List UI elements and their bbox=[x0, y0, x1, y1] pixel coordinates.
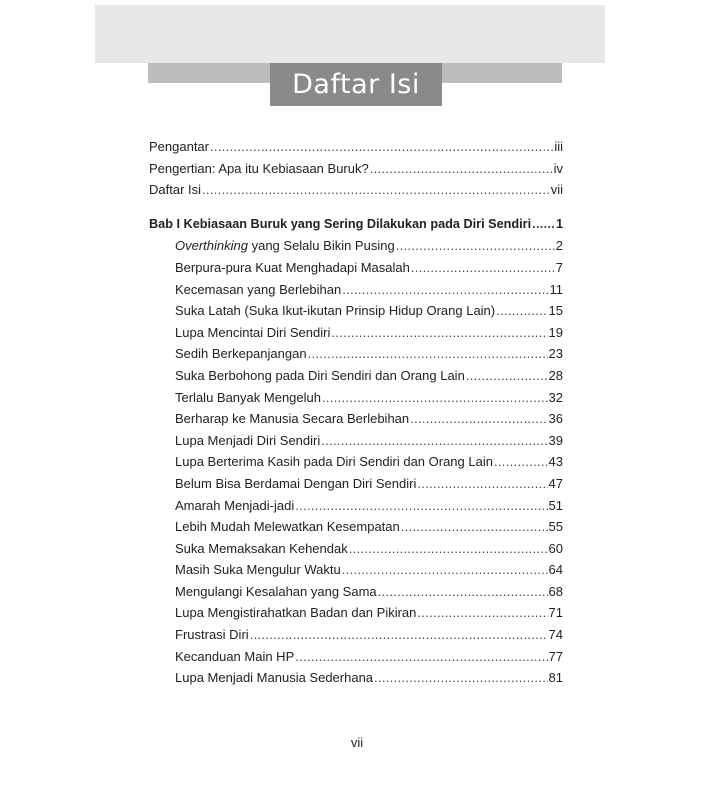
toc-entry-label: Terlalu Banyak Mengeluh bbox=[175, 389, 321, 405]
toc-entry-pengertian[interactable] bbox=[149, 158, 563, 180]
toc-entry-label: Suka Berbohong pada Diri Sendiri dan Orang Lain bbox=[175, 367, 465, 383]
toc-entry-label: Pengantar bbox=[149, 139, 209, 154]
page-number: vii bbox=[350, 735, 364, 750]
toc-entry-label: Berharap ke Manusia Secara Berlebihan bbox=[175, 411, 410, 427]
dot-leader bbox=[331, 322, 547, 344]
toc-entry[interactable] bbox=[149, 624, 563, 646]
toc-entry[interactable] bbox=[149, 451, 563, 473]
dot-leader bbox=[466, 365, 548, 387]
toc-entry[interactable] bbox=[149, 495, 563, 517]
toc-entry[interactable] bbox=[149, 646, 563, 668]
toc-entry[interactable] bbox=[149, 602, 563, 624]
dot-leader bbox=[349, 538, 548, 560]
toc-entry-page: 43 bbox=[548, 454, 563, 470]
toc-entry-label: Berpura-pura Kuat Menghadapi Masalah bbox=[175, 259, 410, 275]
dot-leader bbox=[494, 451, 548, 473]
toc-entry-page: 74 bbox=[548, 627, 563, 643]
toc-entry-page: 71 bbox=[548, 605, 563, 621]
dot-leader bbox=[532, 214, 555, 236]
toc-entry-page: 36 bbox=[548, 411, 563, 427]
toc-entry-label: Sedih Berkepanjangan bbox=[175, 346, 307, 362]
toc-entry-label: Kecanduan Main HP bbox=[175, 648, 295, 664]
toc-entry-daftar-isi[interactable] bbox=[149, 179, 563, 201]
toc-entry[interactable] bbox=[149, 322, 563, 344]
toc-entry-label-italic: Overthinking bbox=[175, 238, 248, 254]
dot-leader bbox=[411, 257, 555, 279]
toc-entry-label: Lupa Menjadi Diri Sendiri bbox=[175, 432, 321, 448]
toc-entry-page: 64 bbox=[548, 562, 563, 578]
dot-leader bbox=[401, 516, 548, 538]
toc-entry-page: 32 bbox=[548, 389, 563, 405]
toc-entry[interactable] bbox=[149, 387, 563, 409]
toc-entry[interactable] bbox=[149, 538, 563, 560]
toc-entry-pengantar[interactable] bbox=[149, 136, 563, 158]
toc-entry-label: Lupa Menjadi Manusia Sederhana bbox=[175, 670, 374, 686]
toc-entry-page: 55 bbox=[548, 519, 563, 535]
toc-entry-page: 39 bbox=[548, 432, 563, 448]
toc-entry[interactable] bbox=[149, 257, 563, 279]
dot-leader bbox=[396, 235, 555, 257]
top-header-band bbox=[95, 5, 605, 63]
toc-chapter-1[interactable] bbox=[149, 214, 563, 236]
dot-leader bbox=[410, 408, 547, 430]
dot-leader bbox=[295, 495, 547, 517]
dot-leader bbox=[308, 343, 548, 365]
toc-entry-label: Masih Suka Mengulur Waktu bbox=[175, 562, 341, 578]
toc-entry-page: 77 bbox=[548, 648, 563, 664]
toc-entry-page: 51 bbox=[548, 497, 563, 513]
toc-entry[interactable] bbox=[149, 516, 563, 538]
toc-entry[interactable] bbox=[149, 300, 563, 322]
toc-entry-label: Lupa Mencintai Diri Sendiri bbox=[175, 324, 331, 340]
dot-leader bbox=[370, 158, 553, 180]
toc-entry-page: 81 bbox=[548, 670, 563, 686]
dot-leader bbox=[417, 602, 547, 624]
toc-entry-label: Belum Bisa Berdamai Dengan Diri Sendiri bbox=[175, 475, 417, 491]
toc-entry-page: 68 bbox=[548, 583, 563, 599]
toc-entry-label-rest: yang Selalu Bikin Pusing bbox=[247, 238, 395, 254]
chapter-page: 1 bbox=[555, 216, 563, 231]
dot-leader bbox=[202, 179, 550, 201]
chapter-label: Bab I Kebiasaan Buruk yang Sering Dilakukan pada Diri Sendiri bbox=[149, 216, 532, 231]
toc-entry-label: Lebih Mudah Melewatkan Kesempatan bbox=[175, 519, 400, 535]
toc-entry-page: 23 bbox=[548, 346, 563, 362]
toc-entry-label: Suka Memaksakan Kehendak bbox=[175, 540, 348, 556]
toc-entry-page: vii bbox=[550, 182, 563, 198]
toc-entry-label: Amarah Menjadi-jadi bbox=[175, 497, 295, 513]
toc-entry-page: iii bbox=[554, 139, 563, 154]
toc-entry[interactable] bbox=[149, 235, 563, 257]
dot-leader bbox=[342, 559, 548, 581]
toc-entry-page: 28 bbox=[548, 367, 563, 383]
dot-leader bbox=[322, 387, 548, 409]
toc-entry[interactable] bbox=[149, 430, 563, 452]
toc-entry-page: 60 bbox=[548, 540, 563, 556]
table-of-contents bbox=[149, 136, 563, 689]
toc-entry-page: 47 bbox=[548, 475, 563, 491]
dot-leader bbox=[496, 300, 547, 322]
toc-entry-page: 19 bbox=[548, 324, 563, 340]
toc-entry-label: Pengertian: Apa itu Kebiasaan Buruk? bbox=[149, 160, 369, 176]
toc-entry-page: 15 bbox=[548, 303, 563, 319]
toc-entry-page: 2 bbox=[555, 238, 563, 254]
toc-entry-page: iv bbox=[553, 160, 563, 176]
toc-entry[interactable] bbox=[149, 343, 563, 365]
toc-entry[interactable] bbox=[149, 408, 563, 430]
toc-entry-page: 7 bbox=[555, 259, 563, 275]
toc-entry-label: Daftar Isi bbox=[149, 182, 202, 198]
toc-entry-label: Lupa Berterima Kasih pada Diri Sendiri dan Orang Lain bbox=[175, 454, 493, 470]
toc-entry-label: Kecemasan yang Berlebihan bbox=[175, 281, 342, 297]
toc-entry-label: Lupa Mengistirahatkan Badan dan Pikiran bbox=[175, 605, 417, 621]
toc-entry[interactable] bbox=[149, 473, 563, 495]
toc-entry[interactable] bbox=[149, 279, 563, 301]
dot-leader bbox=[210, 136, 553, 158]
dot-leader bbox=[374, 667, 548, 689]
dot-leader bbox=[417, 473, 547, 495]
toc-entry[interactable] bbox=[149, 581, 563, 603]
dot-leader bbox=[250, 624, 548, 646]
dot-leader bbox=[295, 646, 547, 668]
toc-entry-page: 11 bbox=[549, 281, 563, 297]
toc-entry[interactable] bbox=[149, 365, 563, 387]
toc-entry-label: Suka Latah (Suka Ikut-ikutan Prinsip Hidup Orang Lain) bbox=[175, 303, 496, 319]
dot-leader bbox=[378, 581, 548, 603]
toc-entry-label bbox=[175, 235, 395, 257]
toc-entry[interactable] bbox=[149, 559, 563, 581]
dot-leader bbox=[342, 279, 548, 301]
dot-leader bbox=[321, 430, 547, 452]
toc-entry-label: Mengulangi Kesalahan yang Sama bbox=[175, 583, 377, 599]
toc-entry-label: Frustrasi Diri bbox=[175, 627, 249, 643]
toc-entry[interactable] bbox=[149, 667, 563, 689]
page-title: Daftar Isi bbox=[270, 63, 442, 106]
